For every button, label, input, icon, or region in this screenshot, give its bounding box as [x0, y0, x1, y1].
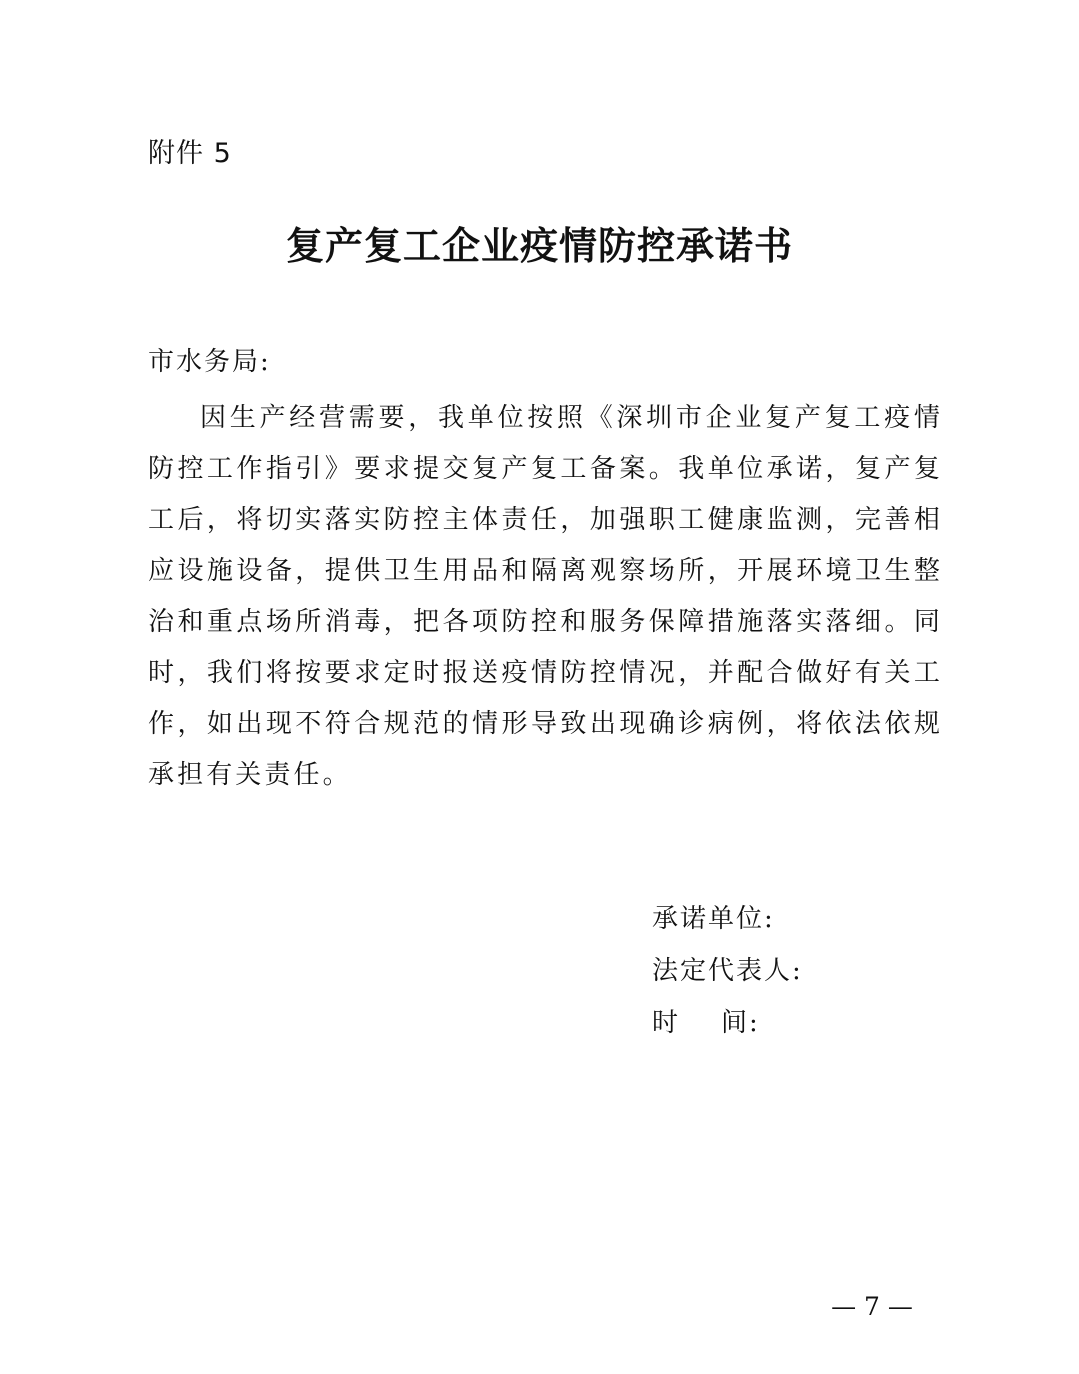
signature-representative-line: 法定代表人:: [652, 956, 803, 986]
salutation: 市水务局:: [148, 347, 271, 377]
commitment-body: 因生产经营需要，我单位按照《深圳市企业复产复工疫情防控工作指引》要求提交复产复工备案。我单位承诺，复产复工后，将切实落实防控主体责任，加强职工健康监测，完善相应设施设备，提供卫生用品和隔离观察场所，开展环境卫生整治和重点场所消毒，把各项防控和服务保障措施落实落细。同时，我们将按要求定时报送疫情防控情况，并配合做好有关工作，如出现不符合规范的情形导致出现确诊病例，将依法依规承担有关责任。: [148, 403, 943, 790]
signature-block: [652, 893, 952, 1049]
signature-unit-line: 承诺单位:: [652, 904, 775, 934]
attachment-label: 附件 5: [148, 138, 232, 169]
signature-time-line: 时 间:: [652, 1008, 760, 1038]
document-title: 复产复工企业疫情防控承诺书: [285, 223, 793, 268]
page-number: — 7 —: [831, 1292, 913, 1321]
